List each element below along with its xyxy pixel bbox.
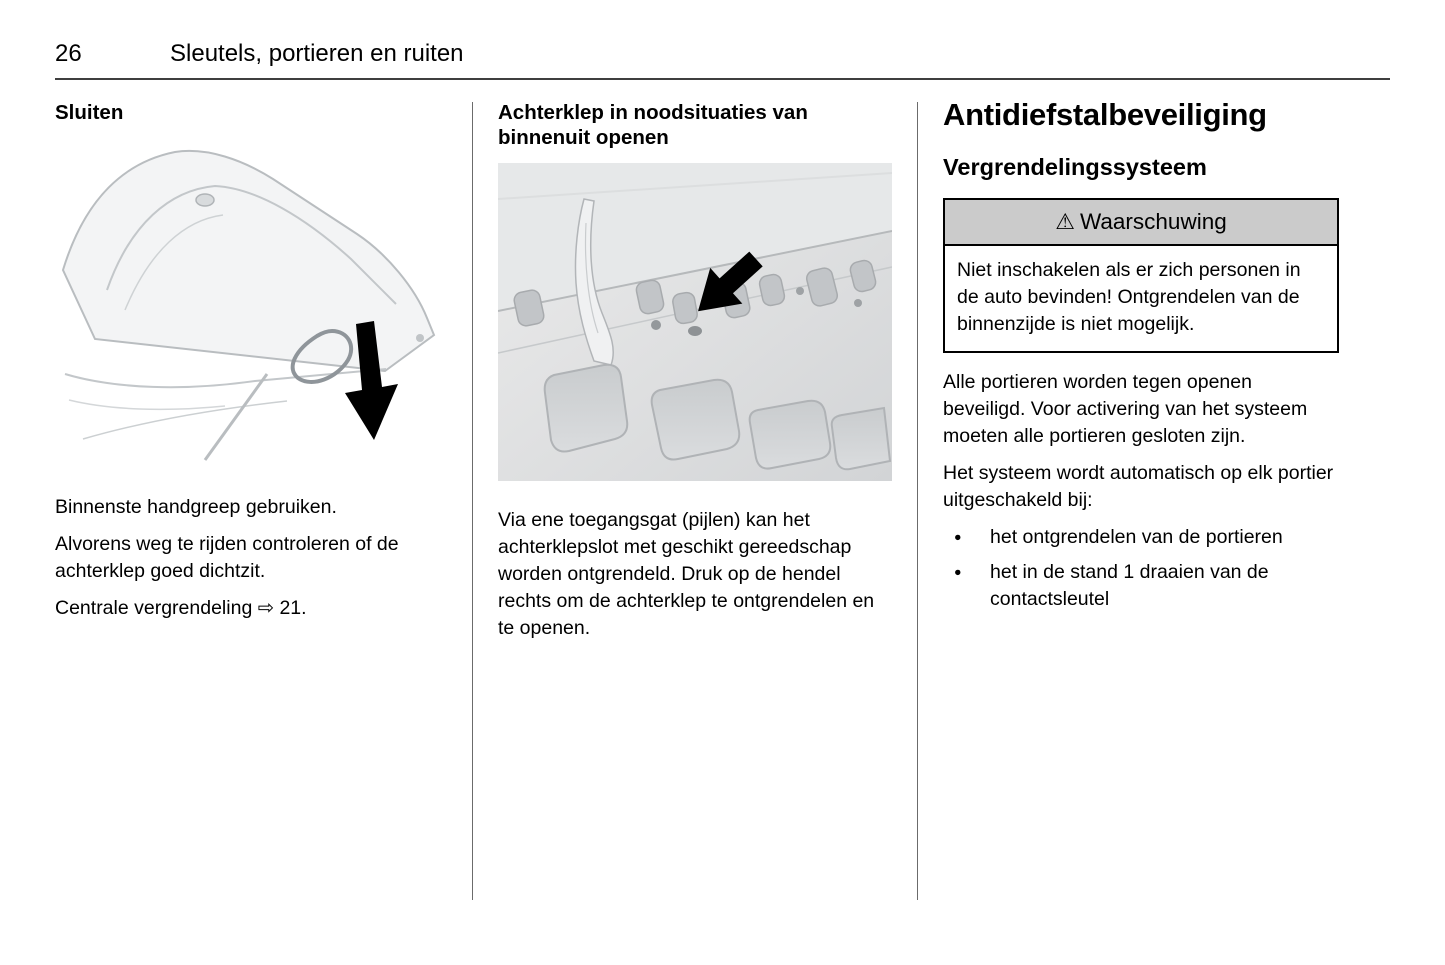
section-heading-vergrendelingssysteem: Vergrendelingssysteem [943,154,1207,181]
section-heading-sluiten: Sluiten [55,101,124,124]
page-title: Sleutels, portieren en ruiten [170,40,464,67]
warning-icon: ⚠ [1055,209,1075,235]
cross-reference: Centrale vergrendeling ⇨ 21. [55,596,307,619]
list-item: ● het in de stand 1 draaien van de contactsleutel [943,559,1339,613]
column-divider [472,102,473,900]
deactivation-conditions-list [943,524,1339,614]
paragraph: Het systeem wordt automatisch op elk portier uitgeschakeld bij: [943,461,1334,511]
column-achterklep-nood [498,100,892,652]
content-columns [0,80,1445,900]
section-heading-noodopening: Achterklep in noodsituaties van binnenuit openen [498,101,808,149]
paragraph: Via ene toegangsgat (pijlen) kan het achterklepslot met geschikt gereedschap worden ontgrendeld. Druk op de hendel rechts om de achterklep te ontgrendelen en te openen. [498,509,875,639]
paragraph: Binnenste handgreep gebruiken. [55,496,337,518]
paragraph: Alle portieren worden tegen openen beveiligd. Voor activering van het systeem moeten alle portieren gesloten zijn. [943,371,1308,447]
paragraph: Alvorens weg te rijden controleren of de achterklep goed dichtzit. [55,532,399,582]
column-divider [917,102,918,900]
column-antidiefstal [943,97,1339,622]
tailgate-trim-drawing [498,163,892,481]
page-header [0,0,1445,68]
warning-title: Waarschuwing [1080,209,1227,235]
page-number: 26 [55,40,82,67]
column-sluiten [55,100,447,632]
chapter-heading-antidiefstalbeveiliging: Antidiefstalbeveiliging [943,97,1267,132]
tailgate-close-drawing [55,138,447,468]
tailgate-trim-illustration [498,163,892,481]
warning-body: Niet inschakelen als er zich personen in de auto bevinden! Ontgrendelen van de binnenzijde is niet mogelijk. [957,259,1301,336]
warning-box [943,198,1339,353]
tailgate-close-illustration [55,138,447,468]
warning-box-header [945,200,1337,246]
list-item: ● het ontgrendelen van de portieren [943,524,1339,551]
